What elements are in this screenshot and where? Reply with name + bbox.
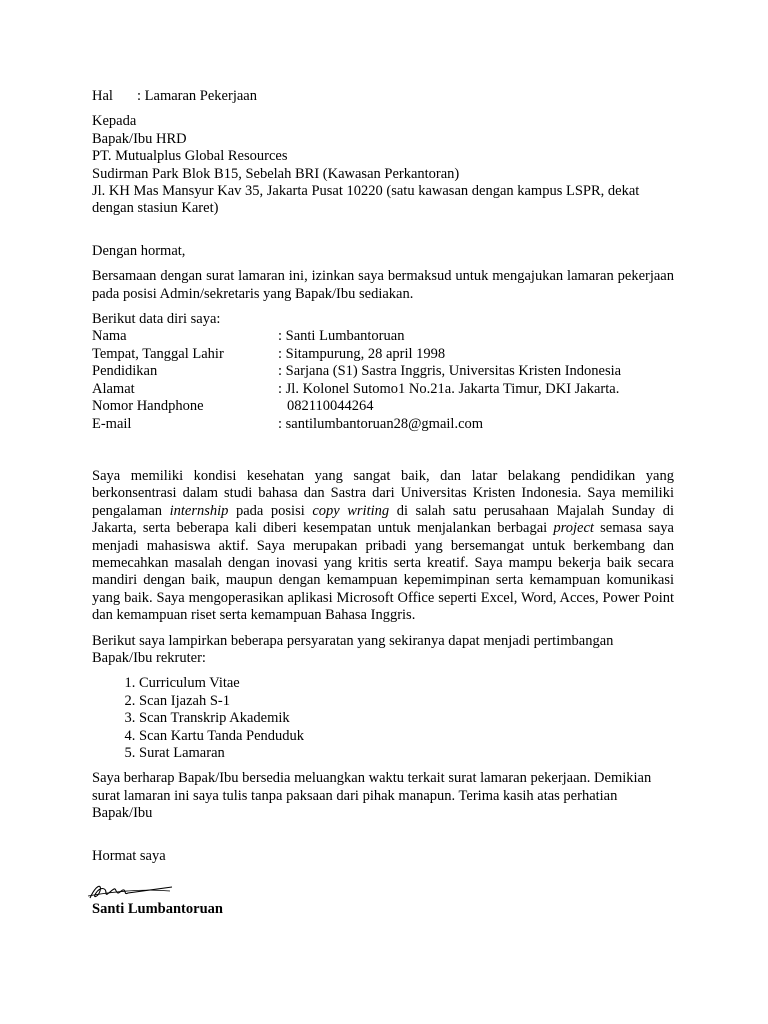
signature-area (92, 865, 674, 905)
data-row-address (92, 381, 674, 398)
data-value: : Santi Lumbantoruan (278, 328, 405, 345)
data-key: Pendidikan (92, 363, 158, 380)
body-emphasis: project (553, 520, 594, 537)
list-item: 4. Scan Kartu Tanda Penduduk (139, 728, 674, 745)
data-row-education (92, 363, 674, 380)
recipient-line: Bapak/Ibu HRD (92, 130, 187, 147)
subject-value: : Lamaran Pekerjaan (137, 88, 257, 104)
list-item: 1. Curriculum Vitae (139, 675, 674, 692)
signer-name: Santi Lumbantoruan (92, 901, 223, 918)
data-value: : Sarjana (S1) Sastra Inggris, Universitas Kristen Indonesia (278, 363, 622, 380)
attachments-list (92, 675, 674, 762)
data-intro: Berikut data diri saya: (92, 311, 221, 328)
data-value: : Sitampurung, 28 april 1998 (278, 345, 446, 362)
greeting: Dengan hormat, (92, 242, 186, 259)
data-key: Nama (92, 328, 127, 345)
list-item: 5. Surat Lamaran (139, 745, 674, 762)
data-row-birth (92, 346, 674, 363)
data-value: 082110044264 (287, 398, 374, 415)
recipient-line: Jl. KH Mas Mansyur Kav 35, Jakarta Pusat 10220 (satu kawasan dengan kampus LSPR, dekat dengan stasiun Karet) (92, 183, 640, 217)
signature-icon (86, 881, 176, 903)
closing-paragraph: Saya berharap Bapak/Ibu bersedia meluangkan waktu terkait surat lamaran pekerjaan. Demikian surat lamaran ini saya tulis tanpa paksaan dari pihak manapun. Terima kasih atas perhatian Bapak/Ibu (92, 770, 652, 822)
body-text: pada posisi (228, 502, 313, 519)
recipient-line: Kepada (92, 113, 137, 130)
attachments-intro: Berikut saya lampirkan beberapa persyaratan yang sekiranya dapat menjadi pertimbangan Bapak/Ibu rekruter: (92, 632, 614, 666)
body-paragraph (92, 468, 674, 625)
intro-paragraph: Bersamaan dengan surat lamaran ini, izinkan saya bermaksud untuk mengajukan lamaran pekerjaan pada posisi Admin/sekretaris yang Bapak/Ibu sediakan. (92, 268, 674, 302)
body-text: Saya memiliki kondisi kesehatan yang sangat baik, dan latar belakang pendidikan yang berkonsentrasi dalam studi bahasa dan Sastra dari Universitas Kristen Indonesia. Saya memiliki pengalaman (92, 467, 674, 519)
subject-label: Hal (92, 88, 113, 104)
data-key: Tempat, Tanggal Lahir (92, 345, 224, 362)
recipient-line: Sudirman Park Blok B15, Sebelah BRI (Kawasan Perkantoran) (92, 165, 460, 182)
list-item: 2. Scan Ijazah S-1 (139, 693, 674, 710)
personal-data-table (92, 328, 674, 432)
data-value: : Jl. Kolonel Sutomo1 No.21a. Jakarta Timur, DKI Jakarta. (278, 380, 620, 397)
data-row-email (92, 416, 674, 433)
data-value: : santilumbantoruan28@gmail.com (278, 415, 484, 432)
data-key: Nomor Handphone (92, 398, 204, 415)
list-item: 3. Scan Transkrip Akademik (139, 710, 674, 727)
body-text: di salah satu perusahaan Majalah Sunday di Jakarta, serta beberapa kali diberi kesempatan untuk menjalankan berbagai (92, 502, 674, 537)
body-emphasis: internship (169, 502, 229, 519)
body-emphasis: copy writing (312, 502, 390, 519)
recipient-line: PT. Mutualplus Global Resources (92, 148, 288, 165)
body-text: semasa saya menjadi mahasiswa aktif. Saya merupakan pribadi yang bersemangat untuk berkembang dan memecahkan masalah dengan inovasi yang kritis serta kreatif. Saya mampu bekerja baik secara mandiri dengan baik, maupun dengan kemampuan kepemimpinan serta kemampuan komunikasi yang baik. Saya mengoperasikan aplikasi Microsoft Office seperti Excel, Word, Acces, Power Point dan kemampuan riset serta kemampuan Bahasa Inggris. (92, 520, 674, 624)
sign-off: Hormat saya (92, 847, 166, 864)
data-key: Alamat (92, 380, 135, 397)
letter-page (92, 88, 674, 918)
data-row-name (92, 328, 674, 345)
subject-line (92, 88, 674, 105)
data-key: E-mail (92, 415, 132, 432)
data-row-phone (92, 398, 674, 415)
recipient-block (92, 113, 674, 217)
